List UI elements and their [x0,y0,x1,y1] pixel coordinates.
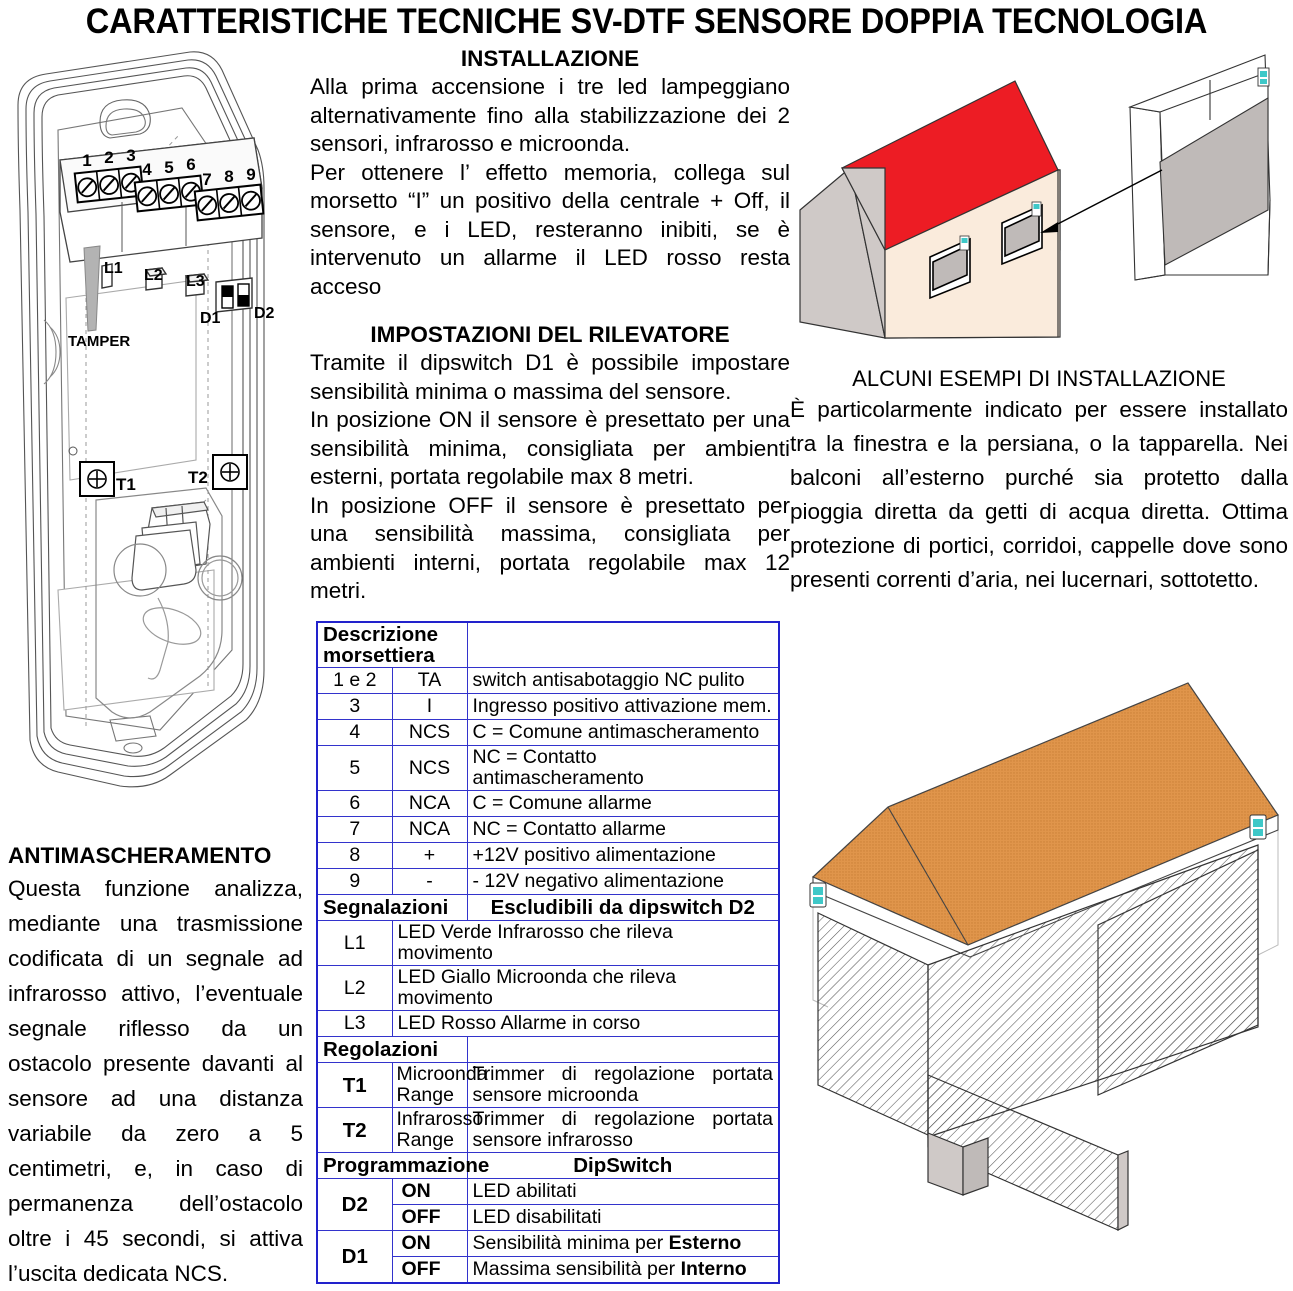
table-row [317,817,779,843]
dipswitch-label: D1 [317,1231,392,1283]
dipswitch-description: LED disabilitati [467,1205,779,1231]
trimmer-name: Infrarosso Range [392,1108,467,1153]
svg-text:T2: T2 [188,468,208,487]
terminal-signal: NCS [392,746,467,791]
trimmer-label: T2 [317,1108,392,1153]
svg-text:3: 3 [126,146,136,165]
terminal-number: 8 [317,843,392,869]
signal-description: LED Giallo Microonda che rileva movimento [392,966,779,1011]
svg-text:D2: D2 [254,305,275,322]
terminal-number: 9 [317,869,392,895]
dipswitch-state: ON [392,1179,467,1205]
table-section-header-regolazioni [317,1037,779,1063]
table-row [317,1011,779,1037]
terminal-description: - 12V negativo alimentazione [467,869,779,895]
terminal-signal: I [392,694,467,720]
terminal-number: 7 [317,817,392,843]
terminal-signal: TA [392,668,467,694]
trimmer-name: Microonda Range [392,1063,467,1108]
table-row [317,1231,779,1257]
svg-text:7: 7 [202,170,212,189]
terminal-description: NC = Contatto allarme [467,817,779,843]
terminal-number: 4 [317,720,392,746]
terminal-number: 3 [317,694,392,720]
terminal-number: 5 [317,746,392,791]
terminal-description: C = Comune allarme [467,791,779,817]
antimascheramento-paragraph-1: Questa funzione analizza, mediante una trasmissione codificata di un segnale ad infrarosso attivo, l’eventuale segnale riflesso da un ostacolo presente davanti al sensore ad una distanza variabile da zero a 5 centimetri, e, in caso di permanenza dell’ostacolo oltre i 45 secondi, si attiva l’uscita dedicata NCS. [8,876,303,1286]
section-label-segnalazioni-right: Escludibili da dipswitch D2 [467,895,779,921]
antimascheramento-heading: ANTIMASCHERAMENTO [8,843,272,868]
svg-text:5: 5 [164,158,174,177]
table-row [317,843,779,869]
section-label-morsettiera: Descrizione morsettiera [317,622,467,668]
svg-text:T1: T1 [116,475,136,494]
terminal-signal: NCS [392,720,467,746]
table-row [317,746,779,791]
svg-text:2: 2 [104,148,114,167]
svg-text:9: 9 [246,165,256,184]
terminal-signal: + [392,843,467,869]
table-row [317,694,779,720]
antimascheramento-section [8,843,303,1291]
signal-label: L1 [317,921,392,966]
trimmer-labels [116,468,208,494]
dipswitch-label: D2 [317,1179,392,1231]
installazione-section [310,46,790,301]
table-section-header-segnalazioni [317,895,779,921]
specifications-table [316,621,778,1284]
table-row [317,1063,779,1108]
table-section-header-programmazione [317,1153,779,1179]
installazione-paragraph-1: Alla prima accensione i tre led lampeggiano alternativamente fino alla stabilizzazione dei 2 sensori, infrarosso e microonda. [310,74,790,156]
terminal-signal: NCA [392,791,467,817]
svg-text:D1: D1 [200,310,221,327]
svg-text:6: 6 [186,155,196,174]
table-row [317,869,779,895]
impostazioni-paragraph-2: In posizione ON il sensore è presettato per una sensibilità minima, consigliata per ambienti esterni, portata regolabile max 8 metri. [310,407,790,489]
section-label-regolazioni: Regolazioni [317,1037,467,1063]
esempi-section [790,366,1288,597]
terminal-description: +12V positivo alimentazione [467,843,779,869]
table-row [317,921,779,966]
terminal-number: 6 [317,791,392,817]
svg-text:L2: L2 [144,267,163,284]
esempi-heading: ALCUNI ESEMPI DI INSTALLAZIONE [852,366,1226,391]
section-label-programmazione: Programmazione [317,1153,467,1179]
signal-label: L3 [317,1011,392,1037]
signal-label: L2 [317,966,392,1011]
section-spacer-regolazioni [467,1037,779,1063]
section-label-segnalazioni: Segnalazioni [317,895,467,921]
signal-description: LED Rosso Allarme in corso [392,1011,779,1037]
page-title: CARATTERISTICHE TECNICHE SV-DTF SENSORE DOPPIA TECNOLOGIA [85,2,1208,41]
svg-text:8: 8 [224,167,234,186]
table-row [317,720,779,746]
terminal-signal: NCA [392,817,467,843]
house-illustration-balcony [788,655,1293,1285]
svg-text:4: 4 [142,160,152,179]
table-section-header-morsettiera [317,622,779,668]
impostazioni-paragraph-3: In posizione OFF il sensore è presettato per una sensibilità massima, consigliata per ambienti interni, portata regolabile max 12 metri. [310,492,790,603]
impostazioni-section [310,322,790,606]
dipswitch-state: OFF [392,1257,467,1283]
dipswitch-description: LED abilitati [467,1179,779,1205]
table-row [317,1179,779,1205]
table-row [317,1108,779,1153]
section-spacer-morsettiera [467,622,779,668]
esempi-paragraph-1: È particolarmente indicato per essere installato tra la finestra e la persiana, o la tapparella. Nei balconi all’esterno purché sia protetto dalla pioggia diretta da getti di acqua diretta. Ottima protezione di portici, corridoi, cappelle dove sono presenti correnti d’aria, nei lucernari, sottotetto. [790,397,1288,592]
section-label-programmazione-right: DipSwitch [467,1153,779,1179]
terminal-description: NC = Contatto antimascheramento [467,746,779,791]
signal-description: LED Verde Infrarosso che rileva movimento [392,921,779,966]
table-row [317,791,779,817]
dipswitch-state: OFF [392,1205,467,1231]
trimmer-description: Trimmer di regolazione portata sensore infrarosso [467,1108,779,1153]
installazione-paragraph-2: Per ottenere l’ effetto memoria, collega sul morsetto “I” un positivo della centrale + Off, il sensore, e i LED, resteranno inibiti, se è intervenuto un allarme il LED rosso resta acceso [310,159,790,299]
table-row [317,668,779,694]
svg-text:1: 1 [82,151,92,170]
sensor-technical-drawing [0,30,310,820]
dipswitch-description: Massima sensibilità per Interno [467,1257,779,1283]
table-row [317,966,779,1011]
terminal-number: 1 e 2 [317,668,392,694]
impostazioni-heading: IMPOSTAZIONI DEL RILEVATORE [370,322,730,347]
tamper-label: TAMPER [68,333,131,350]
terminal-description: Ingresso positivo attivazione mem. [467,694,779,720]
dipswitch-state: ON [392,1231,467,1257]
trimmer-label: T1 [317,1063,392,1108]
svg-text:L3: L3 [186,273,205,290]
terminal-description: C = Comune antimascheramento [467,720,779,746]
impostazioni-paragraph-1: Tramite il dipswitch D1 è possibile impostare sensibilità minima o massima del sensore. [310,350,790,404]
terminal-signal: - [392,869,467,895]
house-illustration-window [790,50,1290,365]
svg-text:L1: L1 [104,260,123,277]
installazione-heading: INSTALLAZIONE [460,46,640,71]
trimmer-description: Trimmer di regolazione portata sensore microonda [467,1063,779,1108]
dipswitch-description: Sensibilità minima per Esterno [467,1231,779,1257]
terminal-description: switch antisabotaggio NC pulito [467,668,779,694]
